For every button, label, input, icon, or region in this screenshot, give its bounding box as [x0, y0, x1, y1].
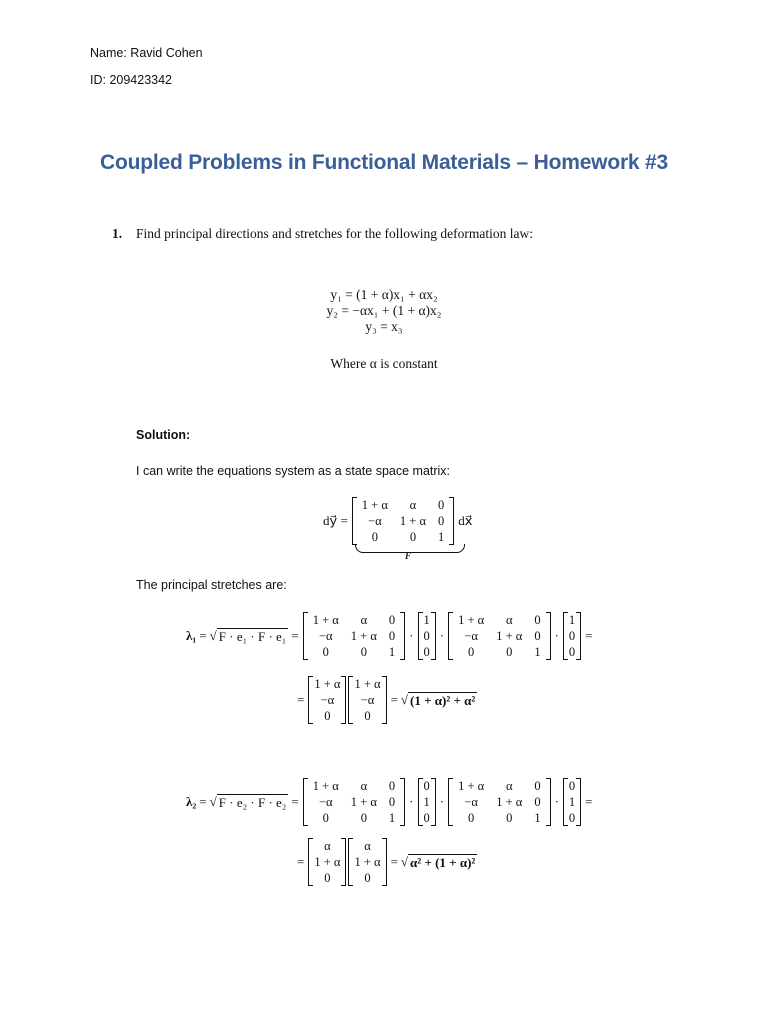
question-text: Find principal directions and stretches for the following deformation law: — [136, 226, 534, 241]
F-matrix-l2a: 1 + α α 0 −α 1 + α 0 0 0 1 — [303, 778, 405, 826]
student-id: ID: 209423342 — [90, 73, 173, 87]
F-matrix-l1a: 1 + α α 0 −α 1 + α 0 0 0 1 — [303, 612, 405, 660]
e2-vector-b: 0 1 0 — [563, 778, 581, 826]
constant-note: Where α is constant — [330, 356, 438, 371]
lambda2-vec-a: α 1 + α 0 — [308, 838, 346, 886]
F-matrix-l1b: 1 + α α 0 −α 1 + α 0 0 0 1 — [448, 612, 550, 660]
e1-vector-b: 1 0 0 — [563, 612, 581, 660]
dx-label: dx⃗ — [458, 513, 473, 528]
e2-vector-a: 0 1 0 — [418, 778, 436, 826]
e1-vector-a: 1 0 0 — [418, 612, 436, 660]
lambda2-value: α² + (1 + α)² — [410, 854, 476, 870]
lambda2-label: λ₂ — [186, 794, 197, 809]
question-number: 1. — [112, 226, 123, 241]
lambda2-vec-b: α 1 + α 0 — [348, 838, 386, 886]
deformation-equations — [0, 287, 768, 335]
student-name: Name: Ravid Cohen — [90, 46, 203, 60]
dy-label: dy⃗ = — [323, 513, 348, 528]
lambda1-expression: λ₁ = √ F · e₁ · F · e₁ = 1 + α α 0 −α 1 + α 0 0 0 1 · 1 0 0 · 1 + α α 0 −α 1 + α 0 0 0 1 · 1 0 0 = — [186, 613, 593, 659]
lambda2-radicand: F · e₂ · F · e₂ — [218, 794, 287, 810]
equation-y3: y₃ = x₃ — [365, 319, 403, 334]
equation-y1: y₁ = (1 + α)x₁ + αx₂ — [330, 287, 438, 302]
lambda2-result: = α 1 + α 0 α 1 + α 0 = √ α² + (1 + α)² — [297, 839, 476, 885]
state-space-equation — [320, 497, 475, 545]
stretches-text: The principal stretches are: — [136, 578, 287, 592]
lambda1-result: = 1 + α −α 0 1 + α −α 0 = √ (1 + α)² + α² — [297, 677, 476, 723]
lambda1-value: (1 + α)² + α² — [410, 692, 476, 708]
solution-heading: Solution: — [136, 428, 191, 442]
lambda1-radicand: F · e₁ · F · e₁ — [218, 628, 287, 644]
page-title: Coupled Problems in Functional Materials – Homework #3 — [100, 151, 668, 174]
equation-y2: y₂ = −αx₁ + (1 + α)x₂ — [326, 303, 442, 318]
underbrace-label: F — [405, 551, 412, 561]
lambda1-vec-a: 1 + α −α 0 — [308, 676, 346, 724]
lambda1-vec-b: 1 + α −α 0 — [348, 676, 386, 724]
lambda1-label: λ₁ — [186, 628, 197, 643]
question-1 — [112, 226, 533, 242]
lambda2-expression: λ₂ = √ F · e₂ · F · e₂ = 1 + α α 0 −α 1 + α 0 0 0 1 · 0 1 0 · 1 + α α 0 −α 1 + α 0 0 0 1 · 0 1 0 = — [186, 779, 593, 825]
F-matrix: 1 + α α 0 −α 1 + α 0 0 0 1 — [352, 497, 454, 545]
F-matrix-l2b: 1 + α α 0 −α 1 + α 0 0 0 1 — [448, 778, 550, 826]
state-space-text: I can write the equations system as a state space matrix: — [136, 464, 451, 478]
